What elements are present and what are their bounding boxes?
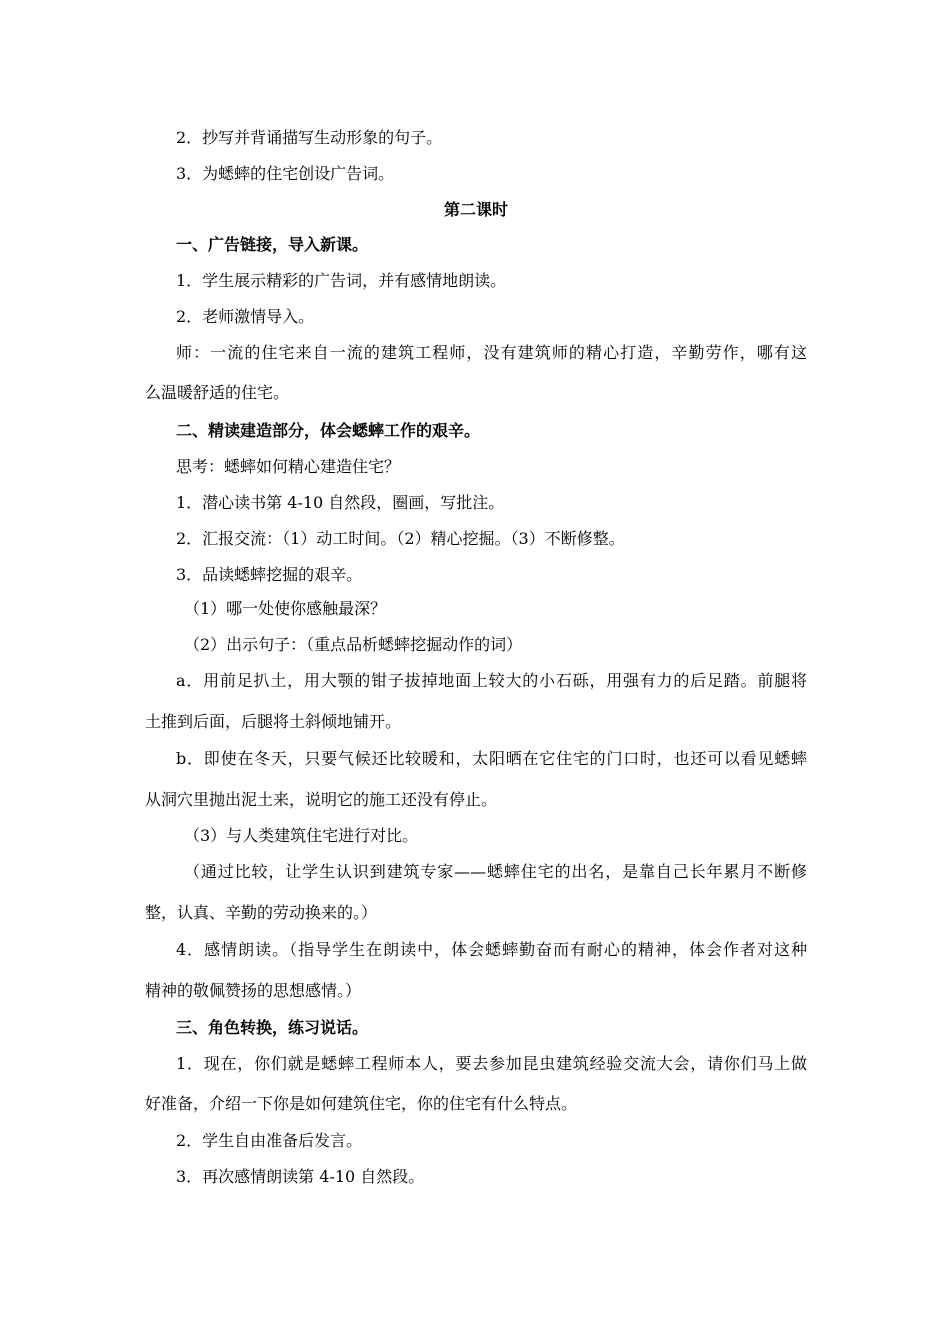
- paragraph-line: 3．为蟋蟀的住宅创设广告词。: [176, 164, 395, 183]
- paragraph-line: 2．汇报交流：（1）动工时间。（2）精心挖掘。（3）不断修整。: [176, 529, 625, 548]
- paragraph-line: 从洞穴里抛出泥土来，说明它的施工还没有停止。: [145, 790, 498, 809]
- paragraph-line: 2．老师激情导入。: [176, 307, 315, 326]
- paragraph-line: 2．抄写并背诵描写生动形象的句子。: [176, 128, 443, 147]
- paragraph-line: 精神的敬佩赞扬的思想感情。）: [145, 981, 362, 1000]
- paragraph-line: 3．品读蟋蟀挖掘的艰辛。: [176, 565, 363, 584]
- paragraph-line: 么温暖舒适的住宅。: [145, 383, 290, 402]
- paragraph-line: （2）出示句子：（重点品析蟋蟀挖掘动作的词）: [184, 635, 523, 654]
- paragraph-line: （1）哪一处使你感触最深？: [184, 599, 387, 618]
- paragraph-line: 4．感情朗读。（指导学生在朗读中，体会蟋蟀勤奋而有耐心的精神，体会作者对这种: [176, 940, 807, 959]
- paragraph-line: 师：一流的住宅来自一流的建筑工程师，没有建筑师的精心打造，辛勤劳作，哪有这: [176, 343, 807, 362]
- section-heading: 三、角色转换，练习说话。: [176, 1018, 369, 1037]
- paragraph-line: 土推到后面，后腿将土斜倾地铺开。: [145, 712, 402, 731]
- paragraph-line: （3）与人类建筑住宅进行对比。: [184, 826, 419, 845]
- paragraph-line: 整，认真、辛勤的劳动换来的。）: [145, 903, 378, 922]
- paragraph-line: b．即使在冬天，只要气候还比较暖和，太阳晒在它住宅的门口时，也还可以看见蟋蟀: [176, 749, 807, 768]
- paragraph-line: 好准备，介绍一下你是如何建筑住宅，你的住宅有什么特点。: [145, 1094, 578, 1113]
- section-title: 第二课时: [443, 200, 508, 219]
- paragraph-line: 2．学生自由准备后发言。: [176, 1131, 363, 1150]
- paragraph-line: 1．潜心读书第 4-10 自然段，圈画，写批注。: [176, 493, 505, 512]
- paragraph-line: 1．学生展示精彩的广告词，并有感情地朗读。: [176, 271, 507, 290]
- paragraph-line: （通过比较，让学生认识到建筑专家——蟋蟀住宅的出名，是靠自己长年累月不断修: [184, 862, 807, 881]
- section-heading: 一、广告链接，导入新课。: [176, 235, 369, 254]
- paragraph-line: 思考：蟋蟀如何精心建造住宅？: [176, 457, 401, 476]
- section-heading: 二、精读建造部分，体会蟋蟀工作的艰辛。: [176, 421, 481, 440]
- paragraph-line: a．用前足扒土，用大颚的钳子拔掉地面上较大的小石砾，用强有力的后足踏。前腿将: [176, 671, 807, 690]
- paragraph-line: 1．现在，你们就是蟋蟀工程师本人，要去参加昆虫建筑经验交流大会，请你们马上做: [176, 1054, 807, 1073]
- paragraph-line: 3．再次感情朗读第 4-10 自然段。: [176, 1167, 425, 1186]
